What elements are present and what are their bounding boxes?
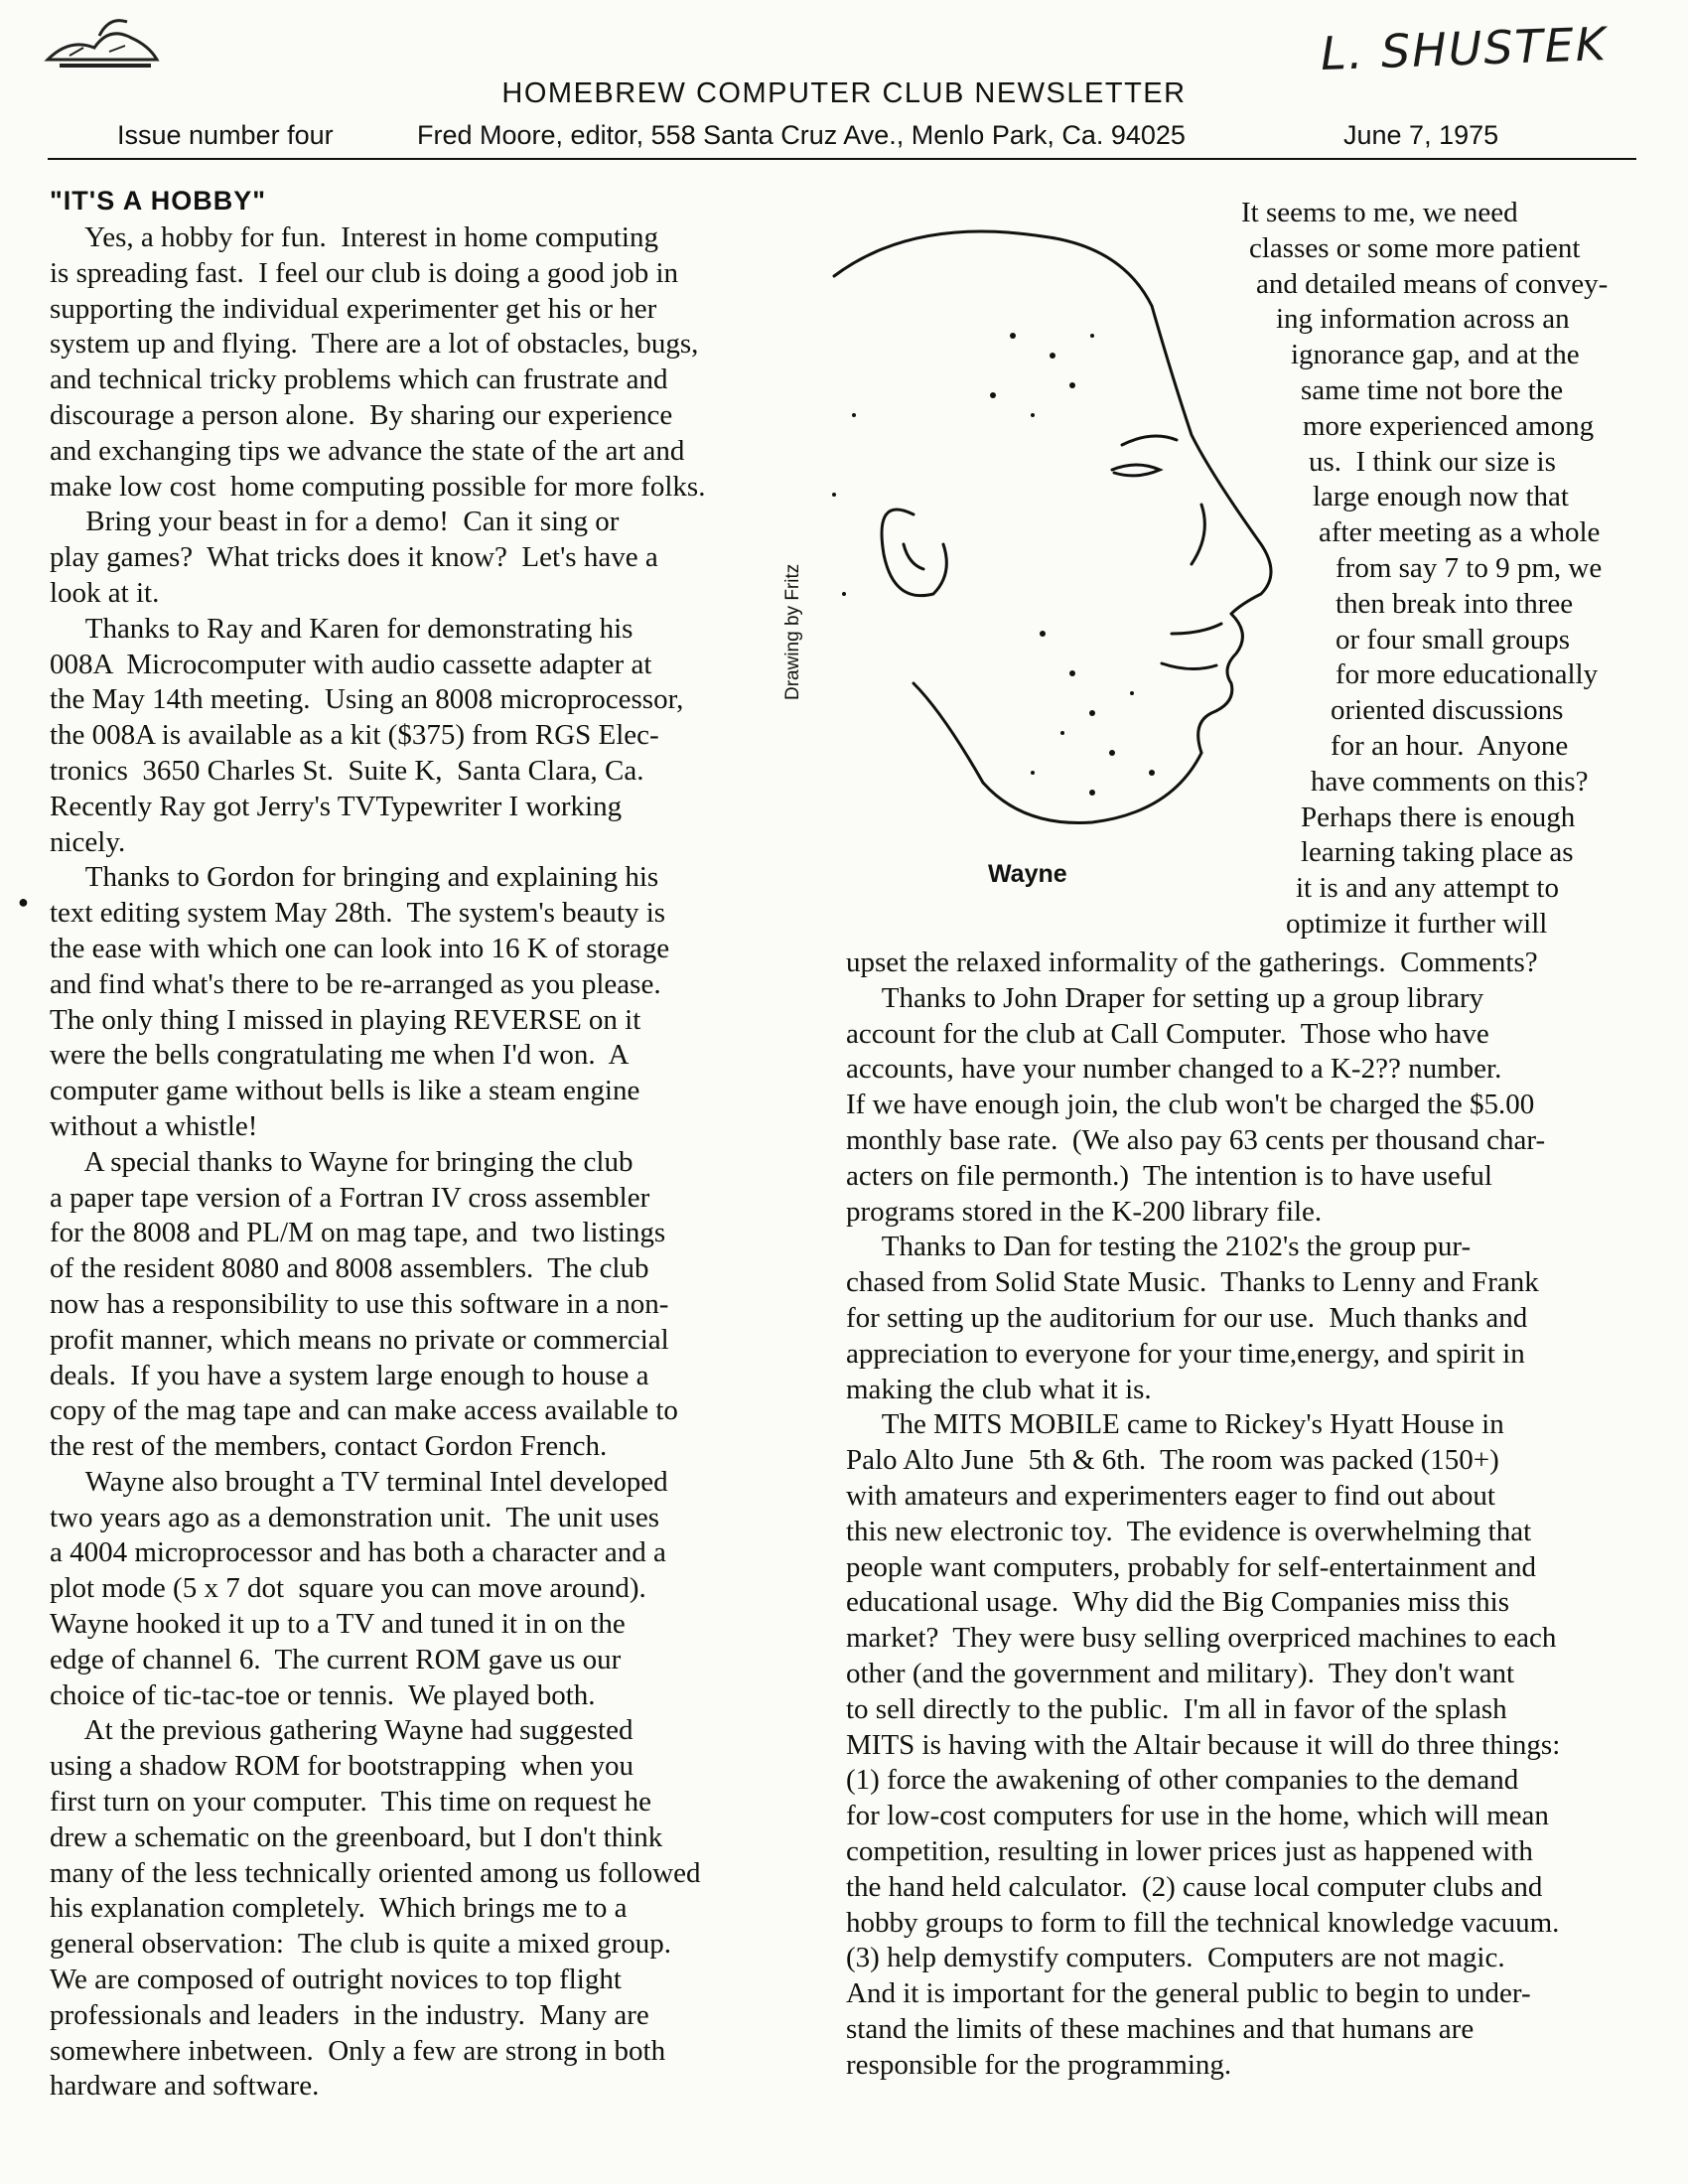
text-line: If we have enough join, the club won't be charged the $5.00 [846, 1089, 1535, 1121]
text-line: system up and flying. There are a lot of obstacles, bugs, [50, 328, 699, 361]
text-line: without a whistle! [50, 1109, 258, 1142]
text-line: it is and any attempt to [1296, 872, 1559, 905]
text-line: making the club what it is. [846, 1373, 1152, 1405]
right-column [846, 946, 1650, 2084]
text-line: At the previous gathering Wayne had suggested [50, 1714, 633, 1747]
text-line: account for the club at Call Computer. Those who have [846, 1017, 1489, 1050]
text-line: Wayne hooked it up to a TV and tuned it in on the [50, 1608, 626, 1641]
text-line: accounts, have your number changed to a K-2?? number. [846, 1053, 1502, 1086]
text-line: for the 8008 and PL/M on mag tape, and two listings [50, 1217, 666, 1249]
text-line: somewhere inbetween. Only a few are strong in both [50, 2034, 666, 2067]
text-line: the hand held calculator. (2) cause local computer clubs and [846, 1870, 1543, 1903]
newsletter-title: HOMEBREW COMPUTER CLUB NEWSLETTER [501, 77, 1187, 109]
text-line: for setting up the auditorium for our use. Much thanks and [846, 1301, 1528, 1334]
text-line: two years ago as a demonstration unit. The unit uses [50, 1501, 659, 1533]
text-line: the 008A is available as a kit ($375) from RGS Elec- [50, 719, 659, 752]
text-line: the rest of the members, contact Gordon French. [50, 1430, 608, 1463]
text-line: is spreading fast. I feel our club is doing a good job in [50, 256, 679, 289]
text-line: have comments on this? [1311, 765, 1589, 798]
text-line: first turn on your computer. This time on request he [50, 1786, 651, 1819]
text-line: Recently Ray got Jerry's TVTypewriter I working [50, 790, 623, 822]
text-line: people want computers, probably for self-entertainment and [846, 1550, 1536, 1583]
text-line: and technical tricky problems which can frustrate and [50, 364, 668, 396]
text-line: with amateurs and experimenters eager to find out about [846, 1479, 1495, 1512]
text-line: tronics 3650 Charles St. Suite K, Santa Clara, Ca. [50, 754, 644, 787]
text-line: responsible for the programming. [846, 2048, 1232, 2081]
text-line: choice of tic-tac-toe or tennis. We played both. [50, 1678, 596, 1711]
text-line: from say 7 to 9 pm, we [1336, 552, 1603, 584]
text-line: hardware and software. [50, 2070, 320, 2103]
text-line: market? They were busy selling overpriced machines to each [846, 1622, 1557, 1655]
text-line: Wayne also brought a TV terminal Intel developed [50, 1465, 668, 1498]
text-line: the May 14th meeting. Using an 8008 microprocessor, [50, 683, 684, 716]
text-line: of the resident 8080 and 8008 assemblers. The club [50, 1252, 649, 1285]
text-line: Bring your beast in for a demo! Can it sing or [50, 506, 620, 538]
club-logo-icon [40, 8, 169, 77]
text-line: then break into three [1336, 587, 1574, 620]
text-line: make low cost home computing possible for more folks. [50, 470, 706, 503]
text-line: Thanks to Dan for testing the 2102's the group pur- [846, 1231, 1472, 1263]
text-line: other (and the government and military). They don't want [846, 1657, 1515, 1689]
text-line: A special thanks to Wayne for bringing the club [50, 1145, 633, 1178]
text-line: And it is important for the general public to begin to under- [846, 1977, 1531, 2010]
illustration-credit: Drawing by Fritz [782, 563, 803, 700]
text-line: or four small groups [1336, 623, 1570, 655]
text-line: edge of channel 6. The current ROM gave us our [50, 1643, 622, 1675]
text-line: copy of the mag tape and can make access available to [50, 1394, 678, 1427]
text-line: competition, resulting in lower prices just as happened with [846, 1834, 1533, 1867]
text-line: upset the relaxed informality of the gatherings. Comments? [846, 946, 1538, 978]
masthead-info [48, 120, 1636, 160]
text-line: acters on file permonth.) The intention is to have useful [846, 1159, 1492, 1192]
text-line: supporting the individual experimenter get his or her [50, 292, 657, 325]
text-line: Yes, a hobby for fun. Interest in home computing [50, 221, 658, 253]
text-line: more experienced among [1303, 409, 1595, 442]
text-line: discourage a person alone. By sharing our experience [50, 398, 673, 431]
text-line: ing information across an [1276, 303, 1570, 336]
issue-number: Issue number four [117, 120, 334, 150]
text-line: ignorance gap, and at the [1291, 339, 1580, 371]
text-line: same time not bore the [1301, 374, 1564, 406]
text-line: to sell directly to the public. I'm all in favor of the splash [846, 1692, 1507, 1725]
text-line: MITS is having with the Altair because it will do three things: [846, 1728, 1561, 1761]
text-line: Perhaps there is enough [1301, 801, 1576, 833]
text-line: chased from Solid State Music. Thanks to Lenny and Frank [846, 1266, 1539, 1299]
text-line: The only thing I missed in playing REVERSE on it [50, 1003, 641, 1036]
text-line: plot mode (5 x 7 dot square you can move around). [50, 1572, 646, 1605]
text-line: Thanks to Ray and Karen for demonstrating his [50, 612, 633, 645]
text-line: optimize it further will [1286, 908, 1548, 940]
text-line: Palo Alto June 5th & 6th. The room was packed (150+) [846, 1444, 1499, 1477]
text-line: large enough now that [1313, 481, 1569, 513]
text-line: this new electronic toy. The evidence is overwhelming that [846, 1515, 1532, 1547]
text-line: appreciation to everyone for your time,energy, and spirit in [846, 1337, 1525, 1370]
text-line: a paper tape version of a Fortran IV cross assembler [50, 1181, 650, 1214]
illustration-caption: Wayne [988, 860, 1067, 888]
text-line: oriented discussions [1331, 694, 1564, 727]
margin-mark: ● [18, 892, 29, 912]
text-line: Thanks to John Draper for setting up a group library [846, 981, 1484, 1014]
text-line: many of the less technically oriented among us followed [50, 1856, 701, 1889]
text-line: the ease with which one can look into 16 K of storage [50, 932, 670, 964]
text-line: hobby groups to form to fill the technical knowledge vacuum. [846, 1906, 1560, 1939]
left-column [50, 184, 804, 2105]
editor-address: Fred Moore, editor, 558 Santa Cruz Ave., Menlo Park, Ca. 94025 [417, 120, 1186, 150]
text-line: a 4004 microprocessor and has both a character and a [50, 1536, 666, 1569]
text-line: computer game without bells is like a steam engine [50, 1075, 640, 1107]
text-line: (1) force the awakening of other companies to the demand [846, 1764, 1519, 1797]
text-line: drew a schematic on the greenboard, but I don't think [50, 1820, 663, 1853]
text-line: monthly base rate. (We also pay 63 cents per thousand char- [846, 1123, 1546, 1156]
text-line: profit manner, which means no private or commercial [50, 1323, 669, 1356]
text-line: (3) help demystify computers. Computers are not magic. [846, 1942, 1505, 1974]
issue-date: June 7, 1975 [1343, 120, 1499, 150]
text-line: programs stored in the K-200 library file. [846, 1195, 1323, 1228]
text-line: nicely. [50, 825, 126, 858]
text-line: learning taking place as [1301, 836, 1574, 869]
text-line: text editing system May 28th. The system's beauty is [50, 897, 666, 930]
text-line: 008A Microcomputer with audio cassette adapter at [50, 648, 652, 680]
text-line: for more educationally [1336, 658, 1599, 691]
text-line: for low-cost computers for use in the home, which will mean [846, 1800, 1549, 1832]
text-line: now has a responsibility to use this software in a non- [50, 1287, 669, 1320]
portrait-drawing [794, 217, 1331, 862]
text-line: were the bells congratulating me when I'd won. A [50, 1039, 630, 1072]
text-line: and exchanging tips we advance the state of the art and [50, 434, 685, 467]
text-line: look at it. [50, 576, 160, 609]
text-line: after meeting as a whole [1319, 516, 1601, 549]
handwritten-note: L. SHUSTEK [1320, 16, 1609, 81]
text-line: professionals and leaders in the industry. Many are [50, 1998, 649, 2031]
text-line: play games? What tricks does it know? Let's have a [50, 541, 658, 574]
text-line: and detailed means of convey- [1256, 267, 1609, 300]
text-line: and find what's there to be re-arranged as you please. [50, 967, 661, 1000]
text-line: educational usage. Why did the Big Companies miss this [846, 1586, 1509, 1619]
text-line: stand the limits of these machines and that humans are [846, 2012, 1475, 2045]
text-line: us. I think our size is [1309, 445, 1556, 478]
text-line: classes or some more patient [1249, 231, 1581, 264]
text-line: Thanks to Gordon for bringing and explaining his [50, 861, 659, 894]
text-line: The MITS MOBILE came to Rickey's Hyatt House in [846, 1408, 1504, 1441]
text-line: We are composed of outright novices to top flight [50, 1964, 622, 1996]
text-line: for an hour. Anyone [1331, 730, 1569, 762]
text-line: his explanation completely. Which brings me to a [50, 1892, 628, 1925]
text-line: using a shadow ROM for bootstrapping when you [50, 1750, 634, 1783]
text-line: general observation: The club is quite a mixed group. [50, 1928, 672, 1961]
article-title: "IT'S A HOBBY" [50, 186, 267, 216]
text-line: deals. If you have a system large enough to house a [50, 1359, 649, 1391]
text-line: It seems to me, we need [1241, 197, 1518, 228]
